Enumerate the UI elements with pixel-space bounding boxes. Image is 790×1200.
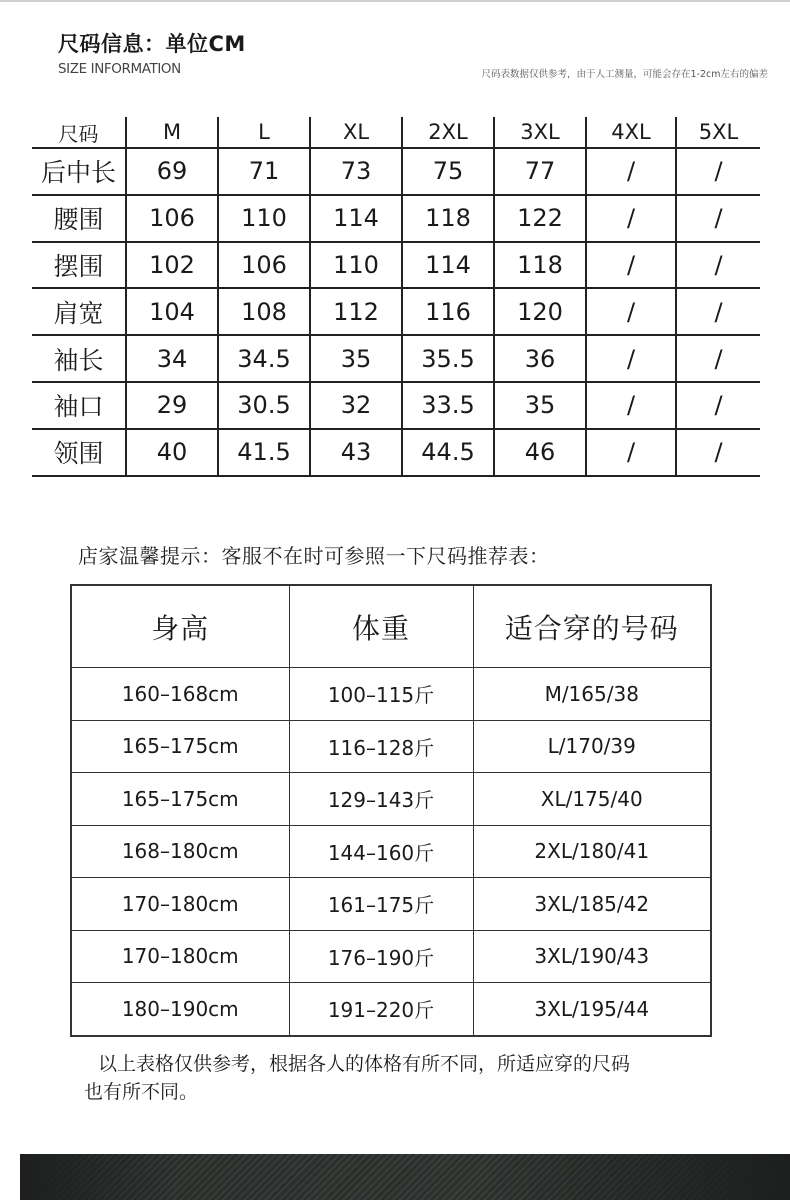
size-cell: 110: [218, 195, 310, 242]
footer-line-2: 也有所不同。: [84, 1081, 199, 1103]
size-cell: 120: [494, 288, 586, 335]
table-row: [32, 242, 760, 289]
table-row: [32, 382, 760, 429]
row-label: 摆围: [32, 242, 126, 289]
size-cell: 108: [218, 288, 310, 335]
size-cell: 29: [126, 382, 218, 429]
table-row: [32, 288, 760, 335]
size-cell: 73: [310, 148, 402, 195]
recommend-cell: 165–175cm: [71, 773, 289, 826]
recommend-header-cell: 体重: [289, 585, 473, 668]
size-header-cell: XL: [310, 117, 402, 148]
row-label: 后中长: [32, 148, 126, 195]
size-cell: 32: [310, 382, 402, 429]
measurement-note: 尺码表数据仅供参考，由于人工测量，可能会存在1-2cm左右的偏差: [481, 69, 768, 80]
recommend-cell: 165–175cm: [71, 720, 289, 773]
size-cell: /: [676, 148, 760, 195]
size-cell: 106: [218, 242, 310, 289]
size-cell: 35: [310, 335, 402, 382]
size-cell: /: [586, 288, 676, 335]
row-label: 腰围: [32, 195, 126, 242]
table-row: [32, 335, 760, 382]
size-cell: 69: [126, 148, 218, 195]
recommend-table: [70, 584, 712, 1037]
size-cell: 33.5: [402, 382, 494, 429]
size-header-cell: M: [126, 117, 218, 148]
row-label: 袖口: [32, 382, 126, 429]
size-cell: /: [586, 195, 676, 242]
size-cell: 118: [402, 195, 494, 242]
recommend-cell: 116–128斤: [289, 720, 473, 773]
recommend-cell: 170–180cm: [71, 930, 289, 983]
size-header-cell: L: [218, 117, 310, 148]
recommend-cell: M/165/38: [473, 668, 711, 721]
size-header-label: 尺码: [32, 117, 126, 148]
table-row: [71, 983, 711, 1036]
size-cell: /: [676, 335, 760, 382]
size-cell: 35.5: [402, 335, 494, 382]
size-header-cell: 5XL: [676, 117, 760, 148]
size-cell: 112: [310, 288, 402, 335]
size-cell: 36: [494, 335, 586, 382]
size-cell: /: [676, 242, 760, 289]
size-cell: /: [586, 382, 676, 429]
table-row: [32, 148, 760, 195]
recommend-cell: 176–190斤: [289, 930, 473, 983]
product-photo-strip: [20, 1154, 790, 1200]
size-cell: /: [586, 335, 676, 382]
table-row: [71, 668, 711, 721]
size-table: [32, 117, 760, 477]
size-cell: /: [676, 288, 760, 335]
size-cell: 102: [126, 242, 218, 289]
recommend-cell: XL/175/40: [473, 773, 711, 826]
recommend-cell: 129–143斤: [289, 773, 473, 826]
recommend-cell: 100–115斤: [289, 668, 473, 721]
recommend-cell: 144–160斤: [289, 825, 473, 878]
table-row: [71, 773, 711, 826]
size-header-cell: 3XL: [494, 117, 586, 148]
size-header-cell: 4XL: [586, 117, 676, 148]
size-cell: 104: [126, 288, 218, 335]
recommend-cell: 168–180cm: [71, 825, 289, 878]
row-label: 袖长: [32, 335, 126, 382]
size-cell: 122: [494, 195, 586, 242]
size-cell: /: [586, 242, 676, 289]
table-row: [71, 720, 711, 773]
row-label: 领围: [32, 429, 126, 476]
size-header-cell: 2XL: [402, 117, 494, 148]
recommend-table-header: [71, 585, 711, 668]
table-row: [71, 878, 711, 931]
recommend-cell: 160–168cm: [71, 668, 289, 721]
page-subtitle: SIZE INFORMATION: [58, 61, 181, 77]
recommend-cell: 2XL/180/41: [473, 825, 711, 878]
size-cell: /: [586, 148, 676, 195]
recommend-header-cell: 身高: [71, 585, 289, 668]
recommend-cell: 170–180cm: [71, 878, 289, 931]
size-cell: 46: [494, 429, 586, 476]
top-divider: [0, 0, 790, 2]
size-cell: 41.5: [218, 429, 310, 476]
size-cell: 34.5: [218, 335, 310, 382]
recommend-cell: 3XL/195/44: [473, 983, 711, 1036]
size-table-header: [32, 117, 760, 148]
size-cell: /: [586, 429, 676, 476]
recommend-cell: 3XL/185/42: [473, 878, 711, 931]
page-title: 尺码信息：单位CM: [58, 32, 246, 56]
size-cell: 71: [218, 148, 310, 195]
row-label: 肩宽: [32, 288, 126, 335]
size-cell: 35: [494, 382, 586, 429]
table-row: [32, 429, 760, 476]
recommend-cell: 3XL/190/43: [473, 930, 711, 983]
recommend-cell: 191–220斤: [289, 983, 473, 1036]
size-cell: 75: [402, 148, 494, 195]
size-cell: /: [676, 429, 760, 476]
recommend-cell: 180–190cm: [71, 983, 289, 1036]
recommend-header-cell: 适合穿的号码: [473, 585, 711, 668]
size-cell: 114: [402, 242, 494, 289]
table-row: [71, 930, 711, 983]
size-cell: 114: [310, 195, 402, 242]
size-cell: /: [676, 382, 760, 429]
size-cell: 30.5: [218, 382, 310, 429]
size-cell: 110: [310, 242, 402, 289]
size-cell: 116: [402, 288, 494, 335]
recommend-cell: 161–175斤: [289, 878, 473, 931]
size-cell: 44.5: [402, 429, 494, 476]
size-cell: 34: [126, 335, 218, 382]
footer-line-1: 以上表格仅供参考，根据各人的体格有所不同，所适应穿的尺码: [98, 1053, 631, 1075]
shop-tip: 店家温馨提示：客服不在时可参照一下尺码推荐表：: [78, 544, 550, 568]
size-cell: 40: [126, 429, 218, 476]
recommend-cell: L/170/39: [473, 720, 711, 773]
table-row: [71, 825, 711, 878]
size-cell: 118: [494, 242, 586, 289]
size-cell: 77: [494, 148, 586, 195]
size-cell: /: [676, 195, 760, 242]
table-row: [32, 195, 760, 242]
footer-note: [84, 1050, 724, 1106]
size-cell: 106: [126, 195, 218, 242]
size-cell: 43: [310, 429, 402, 476]
